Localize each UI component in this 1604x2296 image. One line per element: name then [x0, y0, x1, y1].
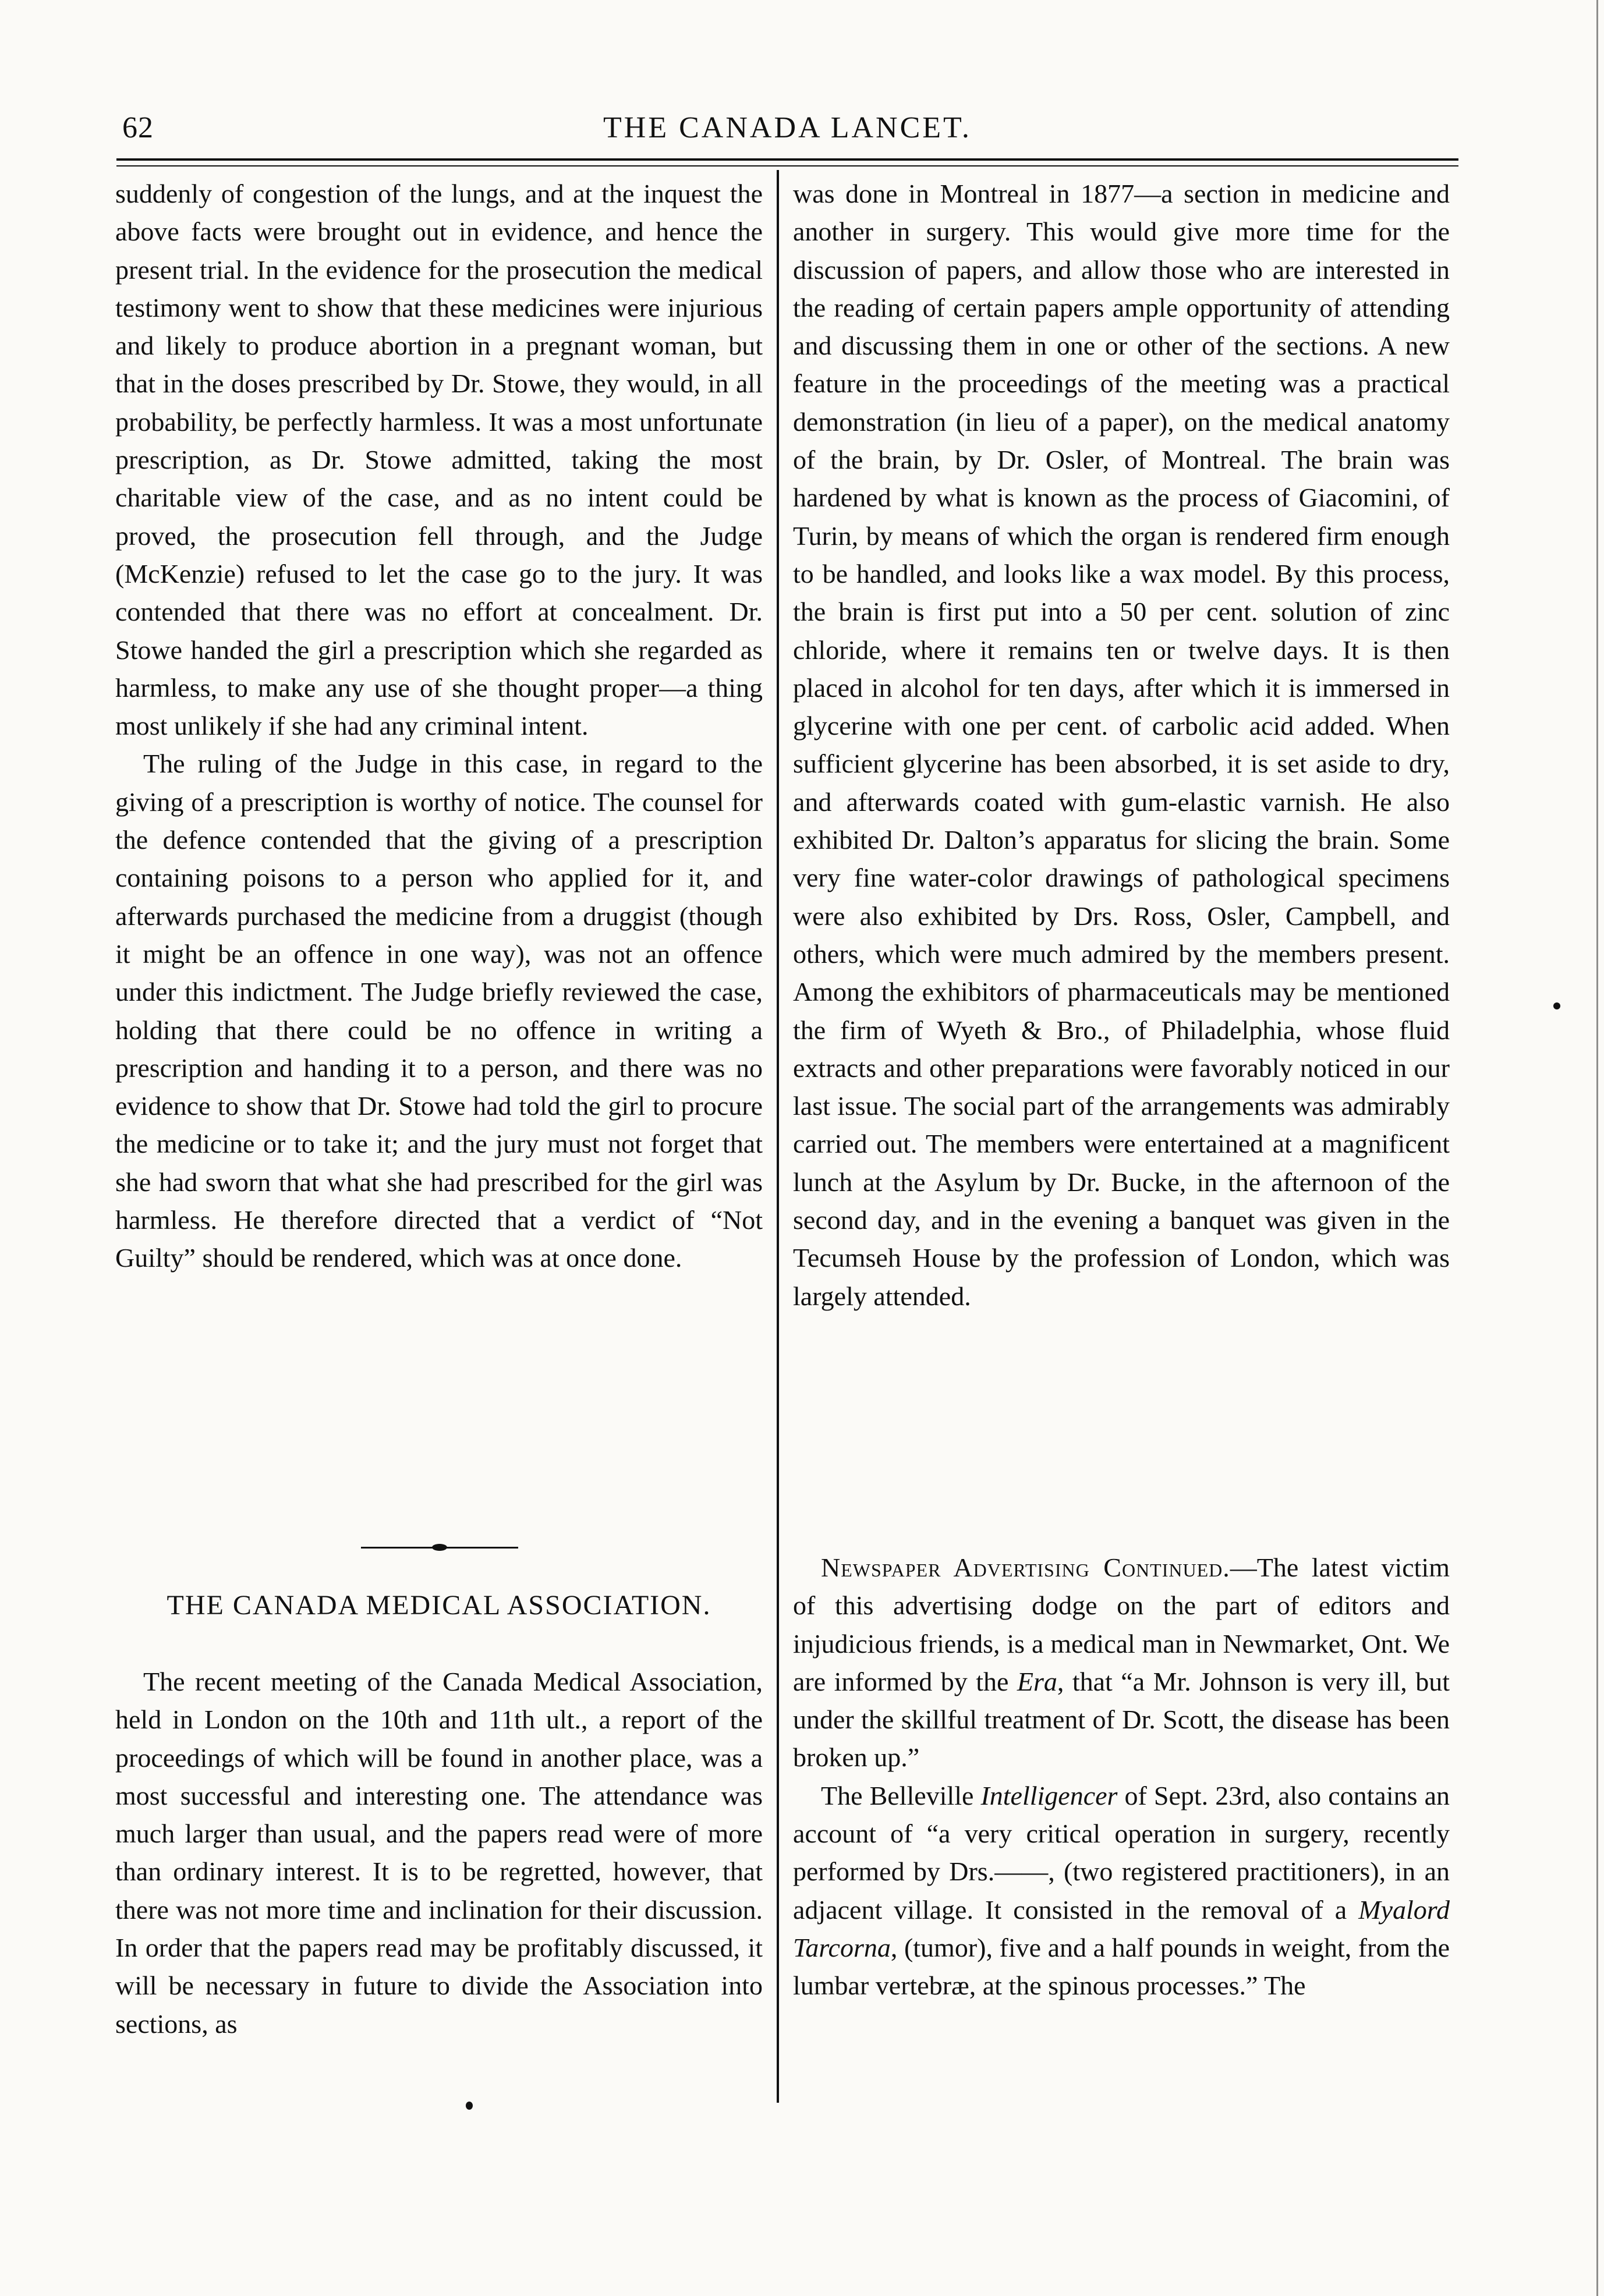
left-column-lower: [115, 1663, 763, 2043]
page-number: 62: [122, 111, 154, 144]
right-column-lower: [793, 1549, 1450, 2005]
page-header: [116, 111, 1458, 157]
section-heading: THE CANADA MEDICAL ASSOCIATION.: [167, 1590, 711, 1621]
scan-edge: [1596, 0, 1598, 2296]
newspaper-name: Era: [1017, 1666, 1057, 1696]
right-column: [793, 175, 1450, 1315]
article-lead-in: Newspaper Advertising Continued.: [821, 1553, 1230, 1582]
left-paragraph-1: suddenly of congestion of the lungs, and at the inquest the above facts were brought out in evidence, and hence the present trial. In the evidence for the prosecution the medical testimony went to show that these medicines were injurious and likely to produce abortion in a pregnant woman, but that in the doses prescribed by Dr. Stowe, they would, in all probability, be perfectly harmless. It was a most unfortunate prescription, as Dr. Stowe admitted, taking the most charitable view of the case, and as no intent could be proved, the prosecution fell through, and the Judge (McKenzie) refused to let the case go to the jury. It was contended that there was no effort at concealment. Dr. Stowe handed the girl a prescription which she regarded as harmless, to make any use of she thought proper—a thing most unlikely if she had any criminal intent.: [115, 179, 763, 741]
tumor-name: Myalord Tarcorna: [793, 1894, 1450, 1962]
paragraph-text: The Belleville: [821, 1780, 981, 1810]
section-ornament: [361, 1544, 518, 1551]
article-body: —The latest victim of this advertising dodge on the part of editors and injudicious friends, is a medical man in Newmarket, Ont. We are informed by the: [793, 1553, 1450, 1696]
article-body-tail: , that “a Mr. Johnson is very ill, but under the skillful treatment of Dr. Scott, the disease has been broken up.”: [793, 1666, 1450, 1773]
paragraph-text: of Sept. 23rd, also contains an account of “a very critical operation in surgery, recently performed by Drs.——, (two registered practitioners), in an adjacent village. It consisted in the removal of a: [793, 1780, 1450, 1925]
scan-speck: [1553, 1002, 1560, 1009]
newspaper-name: Intelligencer: [980, 1780, 1118, 1810]
left-paragraph-3: The recent meeting of the Canada Medical Association, held in London on the 10th and 11th ult., a report of the proceedings of which will be found in another place, was a most successful and interesting one. The attendance was much larger than usual, and the papers read were of more than ordinary interest. It is to be regretted, however, that there was not more time and inclination for their discussion. In order that the papers read may be profitably discussed, it will be necessary in future to divide the Association into sections, as: [115, 1667, 763, 2039]
column-divider: [777, 170, 779, 2103]
left-paragraph-2: The ruling of the Judge in this case, in regard to the giving of a prescription is worthy of notice. The counsel for the defence contended that the giving of a prescription containing poisons to a person who applied for it, and afterwards purchased the medicine from a druggist (though it might be an offence in one way), was not an offence under this indictment. The Judge briefly reviewed the case, holding that there could be no offence in writing a prescription and handing it to a person, and there was no evidence to show that Dr. Stowe had told the girl to procure the medicine or to take it; and the jury must not forget that she had sworn that what she had prescribed for the girl was harmless. He therefore directed that a verdict of “Not Guilty” should be rendered, which was at once done.: [115, 749, 763, 1273]
paragraph-text: , (tumor), five and a half pounds in weight, from the lumbar vertebræ, at the spinous processes.” The: [793, 1932, 1450, 2001]
scan-speck: [466, 2102, 473, 2110]
header-rule: [116, 158, 1458, 161]
header-rule-thin: [116, 165, 1458, 166]
journal-title: THE CANADA LANCET.: [603, 111, 972, 144]
right-paragraph-3: [793, 1777, 1450, 2005]
left-column: [115, 175, 763, 1277]
right-paragraph-2: [793, 1549, 1450, 1777]
right-paragraph-1: was done in Montreal in 1877—a section in medicine and another in surgery. This would give more time for the discussion of papers, and allow those who are interested in the reading of certain papers ample opportunity of attending and discussing them in one or other of the sections. A new feature in the proceedings of the meeting was a practical demonstration (in lieu of a paper), on the medical anatomy of the brain, by Dr. Osler, of Montreal. The brain was hardened by what is known as the process of Giacomini, of Turin, by means of which the organ is rendered firm enough to be handled, and looks like a wax model. By this process, the brain is first put into a 50 per cent. solution of zinc chloride, where it remains ten or twelve days. It is then placed in alcohol for ten days, after which it is immersed in glycerine with one per cent. of carbolic acid added. When sufficient glycerine has been absorbed, it is set aside to dry, and afterwards coated with gum-elastic varnish. He also exhibited Dr. Dalton’s apparatus for slicing the brain. Some very fine water-color drawings of pathological specimens were also exhibited by Drs. Ross, Osler, Campbell, and others, which were much admired by the members present. Among the exhibitors of pharmaceuticals may be mentioned the firm of Wyeth & Bro., of Philadelphia, whose fluid extracts and other preparations were favorably noticed in our last issue. The social part of the arrangements was admirably carried out. The members were entertained at a magnificent lunch at the Asylum by Dr. Bucke, in the afternoon of the second day, and in the evening a banquet was given in the Tecumseh House by the profession of London, which was largely attended.: [793, 179, 1450, 1311]
